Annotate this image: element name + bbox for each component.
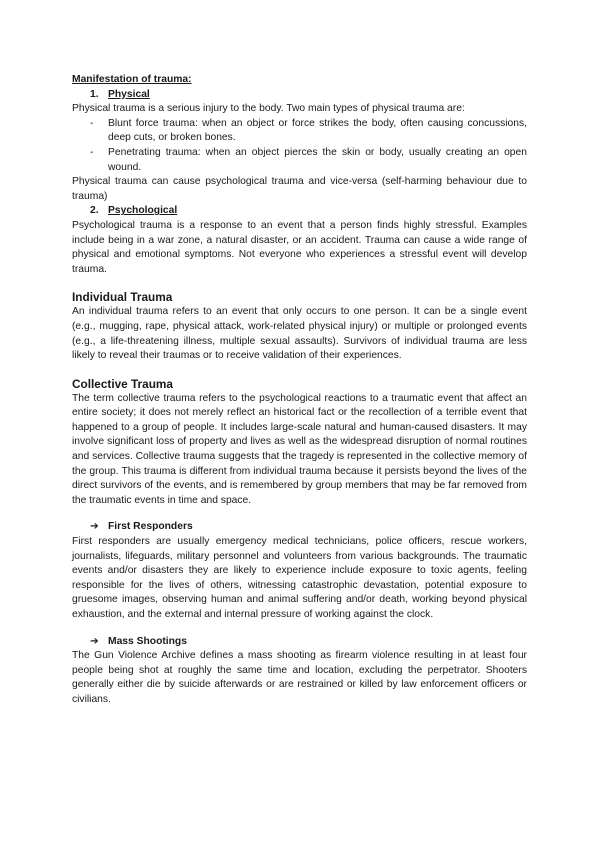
mass-shootings-body: The Gun Violence Archive defines a mass shooting as firearm violence resulting in at least four people being shot at roughly the same time and location, excluding the perpetrator. Shooters generally either die by suicide afterwards or are restrained or killed by law enforcement officers or civilians. <box>72 650 527 705</box>
list-item <box>72 117 527 146</box>
dash-bullet: - <box>90 117 94 129</box>
dash-bullet: - <box>90 146 94 158</box>
individual-trauma-body: An individual trauma refers to an event that only occurs to one person. It can be a single event (e.g., mugging, rape, physical attack, work-related physical injury) or multiple or prolonged events (e.g., a life-threatening illness, multiple sexual assaults). Survivors of individual trauma are less likely to reveal their traumas or to receive validation of their experiences. <box>72 306 527 362</box>
list-number: 1. <box>90 88 99 100</box>
numbered-heading-physical <box>72 88 527 103</box>
blunt-force-text: Blunt force trauma: when an object or force strikes the body, often causing concussions, deep cuts, or broken bones. <box>108 117 527 144</box>
manifestation-title: Manifestation of trauma: <box>72 74 192 85</box>
first-responders-heading: First Responders <box>108 521 193 533</box>
mass-shootings-heading-row <box>72 635 527 650</box>
physical-intro: Physical trauma is a serious injury to the body. Two main types of physical trauma are: <box>72 103 465 115</box>
arrow-icon: ➔ <box>90 521 99 533</box>
arrow-icon: ➔ <box>90 635 99 647</box>
document-content <box>72 73 527 708</box>
physical-after-text: Physical trauma can cause psychological trauma and vice-versa (self-harming behaviour due to trauma) <box>72 176 527 202</box>
numbered-heading-psychological <box>72 204 527 219</box>
physical-heading: Physical <box>108 88 150 100</box>
list-number: 2. <box>90 205 99 217</box>
first-responders-body: First responders are usually emergency medical technicians, police officers, rescue workers, journalists, lifeguards, military personnel and volunteers from various backgrounds. The traumatic events and/or disasters they are likely to experience include exposure to toxic agents, feeling responsible for the lives of others, witnessing catastrophic devastation, potential exposure to gruesome images, observing human and animal suffering and/or death, working beyond physical exhaustion, and the external and internal pressure of working against the clock. <box>72 536 527 620</box>
psychological-intro: Psychological trauma is a response to an event that a person finds highly stressful. Examples include being in a war zone, a natural disaster, or an accident. Trauma can cause a wide range of physical and emotional symptoms. Not everyone who experiences a stressful event will develop trauma. <box>72 219 527 275</box>
list-item <box>72 146 527 175</box>
individual-trauma-heading: Individual Trauma <box>72 290 173 305</box>
first-responders-heading-row <box>72 520 527 535</box>
mass-shootings-heading: Mass Shootings <box>108 635 187 647</box>
physical-types-list <box>72 117 527 175</box>
penetrating-text: Penetrating trauma: when an object pierces the skin or body, usually creating an open wound. <box>108 146 527 173</box>
collective-trauma-heading: Collective Trauma <box>72 376 173 391</box>
psychological-heading: Psychological <box>108 205 178 217</box>
collective-trauma-body: The term collective trauma refers to the psychological reactions to a traumatic event that affect an entire society; it does not merely reflect an historical fact or the recollection of a terrible event that happened to a group of people. It includes large-scale natural and human-caused disasters. It may involve significant loss of property and lives as well as the widespread disruption of normal routines and services. Collective trauma suggests that the tragedy is represented in the collective memory of the group. This trauma is different from individual trauma because it persists beyond the lives of the direct survivors of the events, and is remembered by group members that may be far removed from the traumatic events in time and space. <box>72 392 527 506</box>
